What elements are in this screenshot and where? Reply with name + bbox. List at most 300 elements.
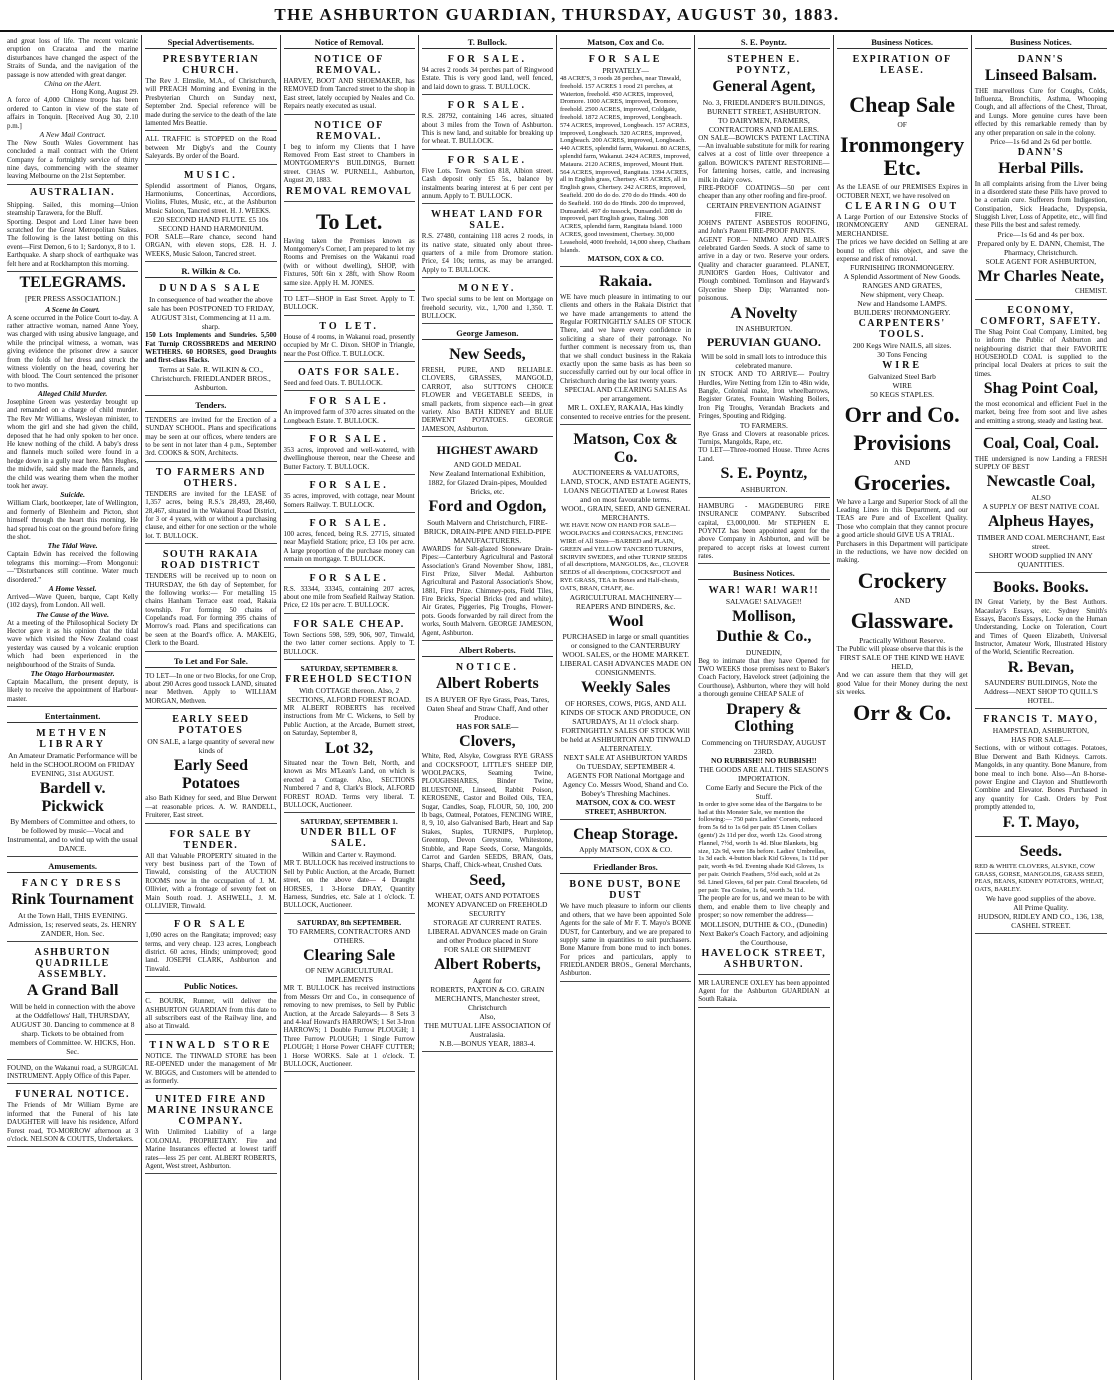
advert <box>422 51 553 95</box>
advert-text: HAMBURG - MAGDEBURG FIRE INSURANCE COMPANY. Subscribed capital, £3,000,000. Mr STEPHEN E. POYNTZ has been appointed agent for the above Company in Ashburton, and will be prepared to accept risks at lowest current rates. <box>698 501 830 561</box>
advert-headline: R. Bevan, <box>1007 658 1074 676</box>
news-heading: Alleged Child Murder. <box>37 389 108 399</box>
advert <box>698 582 829 974</box>
advert-headline: Mr Charles Neate, <box>977 267 1105 285</box>
news-item <box>7 303 138 708</box>
advert-title: SOUTH RAKAIA ROAD DISTRICT <box>160 549 261 572</box>
advert-headline: Duthie & Co., <box>716 628 812 646</box>
advert <box>7 1062 138 1085</box>
advert-headline: Bardell v. Pickwick <box>39 780 106 815</box>
advert-text: Practically Without Reserve. <box>859 636 946 645</box>
advert-headline: New Seeds, <box>449 346 526 364</box>
advert-text: MR ALBERT ROBERTS has received instructions from Mr C. Wickens, to Sell by Public Auction, at the Arcade, Burnett street, on Saturday, September 8, <box>283 703 415 738</box>
advert-text: An improved farm of 370 acres situated on the Longbeach Estate. T. BULLOCK. <box>283 408 415 425</box>
columns-container <box>4 35 1110 1380</box>
advert-title: FOR SALE. <box>309 572 389 584</box>
advert-text: IN ASHBURTON. <box>735 324 793 334</box>
advert-text: SHORT WOOD supplied IN ANY QUANTITIES. <box>988 550 1093 569</box>
section-header: R. Wilkin & Co. <box>145 264 276 278</box>
advert <box>145 280 276 396</box>
advert-title: WIRE <box>882 360 923 372</box>
news-text: Earthquake. A sharp shock of earthquake was felt here and at Rockhampton this morning. <box>7 251 139 268</box>
advert-date: SATURDAY, SEPTEMBER 1. <box>300 817 398 827</box>
advert-headline: Rink Tournament <box>11 891 134 909</box>
advert-text: Seed and feed Oats. T. BULLOCK. <box>283 378 383 387</box>
advert-headline: Glassware. <box>850 607 954 633</box>
advert-text: Wilkin and Carter v. Raymond. <box>302 850 397 860</box>
advert <box>560 427 691 820</box>
advert-title: WAR! WAR! WAR!! <box>708 585 820 597</box>
advert-date: SATURDAY, SEPTEMBER 8. <box>300 663 398 673</box>
advert-text: New Zealand International Exhibition, 1882, for Glazed Drain-pipes, Moulded Bricks, etc. <box>428 469 547 497</box>
section-header: Matson, Cox and Co. <box>560 35 691 49</box>
advert-headline: Albert Roberts <box>436 675 539 693</box>
advert-text: AGENT FOR— NIMMO AND BLAIR'S celebrated Garden Seeds. A stock of same to arrive in a day or two. Reserve your orders. Quality and character guaranteed. PLANET, JUNIOR'S Garden Hoes, Cultivator and Plough combined. Tomlinson and Hayward's Glycerine Sheep Dip; Warranted non-poisonous. <box>698 235 830 303</box>
advert-title: FUNERAL NOTICE. <box>15 1089 130 1101</box>
advert-text: TO LET—In one or two Blocks, for one Crop, about 290 Acres good tussock LAND, situated near Methven. Apply to WILLIAM MORGAN, Methven. <box>145 671 277 705</box>
section-header: Business Notices. <box>975 35 1107 49</box>
advert-text: R.S. 28792, containing 146 acres, situated about 3 miles from the Town of Ashburton. This is new land, and suitable for breaking up for wheat. T. BULLOCK. <box>421 112 553 146</box>
advert-text: 94 acres 2 roods 34 perches part of Ringwood Estate. This is very good land, well fenced, and laid down to grass. T. BULLOCK. <box>421 66 553 91</box>
news-date: Hong Kong, August 29. <box>71 87 139 96</box>
advert <box>422 659 553 1052</box>
section-title: AUSTRALIAN. <box>30 186 116 198</box>
news-text: Arrived—Wave Queen, barque, Capt Kelly (102 days), from London. All well. <box>7 592 139 610</box>
advert-title: FANCY DRESS <box>21 878 124 890</box>
advert-text: Will be sold in small lots to introduce this celebrated manure. <box>701 352 827 371</box>
advert <box>145 826 276 915</box>
advert <box>975 575 1107 710</box>
advert <box>145 916 276 977</box>
advert-text: House of 4 rooms, in Wakanui road, presently occupied by Mr C. Dixon. SHOP in Triangle, near the Post Office. T. BULLOCK. <box>283 332 415 358</box>
advert-text: Apply MATSON, COX & CO. <box>579 845 673 855</box>
advert-text: TIMBER AND COAL MERCHANT, East street. <box>976 532 1105 551</box>
advert-text: MR L. OXLEY, RAKAIA, Has kindly consented to receive entries for the present. <box>560 403 691 422</box>
advert-text: LIBERAL ADVANCES made on Grain and other Produce placed in Store <box>427 927 547 946</box>
advert <box>698 51 829 498</box>
advert-text: A SUPPLY OF BEST NATIVE COAL <box>982 501 1100 511</box>
advert-title: PERUVIAN GUANO. <box>706 335 821 350</box>
advert-title: ASHBURTON QUADRILLE ASSEMBLY. <box>34 946 111 980</box>
news-heading: Suicide. <box>60 490 86 500</box>
news-text: The New South Wales Government has concluded a mail contract with the Orient Company for a fortnightly service of thirty nine days, commencing with the steamer leaving Melbourne on the 21st September. <box>7 138 139 181</box>
advert-title: FOR SALE. <box>447 54 527 65</box>
advert-headline: Lot 32, <box>325 739 374 757</box>
advert-text: As the LEASE of our PREMISES Expires in OCTOBER NEXT, we have resolved on <box>836 183 968 200</box>
advert <box>975 431 1107 573</box>
advert <box>284 515 415 568</box>
advert-title: DUNDAS SALE <box>159 283 263 295</box>
advert <box>975 302 1107 429</box>
advert-title: FOR SALE BY TENDER. <box>169 828 253 851</box>
advert-text: ON SALE, a large quantity of several new kinds of <box>147 737 275 756</box>
advert-text: Sections, with or without cottages. Potatoes, Blue Derwent and Bath Kidneys. Carrots. Mangolds, in any quantity. Bone Manure, from bone meal to inch bone. Also—An 8-horse-power Engine and Clayton and Shuttleworth Combine and Elevator. Bones Purchased in any quantity for Cash. Orders by Post promptly attended to, <box>974 744 1107 812</box>
advert-headline: Groceries. <box>853 469 951 495</box>
advert-text: SOLE AGENT FOR ASHBURTON, <box>985 256 1097 266</box>
advert-text: MR LAURENCE OXLEY has been appointed Agent for the Ashburton GUARDIAN at South Rakaia. <box>698 978 830 1004</box>
advert-text: The Public will please observe that this is the <box>836 645 964 653</box>
advert-title: METHVEN LIBRARY <box>36 728 109 751</box>
advert-text: With Unlimited Liability of a large COLONIAL PROPRIETARY. Fire and Marine Insurances effected at lowest tariff rates—less 25 per cent. ALBERT ROBERTS, Agent, West street, Ashburton. <box>145 1128 277 1170</box>
advert-text: CHEMIST. <box>1075 287 1107 296</box>
advert <box>422 342 553 437</box>
advert-text: AUCTIONEERS & VALUATORS, LAND, STOCK, AND ESTATE AGENTS, LOANS NEGOTIATED at Lowest Rates and on most favourable terms. <box>560 468 691 505</box>
advert-headline: Orr and Co. <box>844 402 960 428</box>
advert-text: AGRICULTURAL MACHINERY—REAPERS AND BINDERS, &c. <box>569 592 682 611</box>
advert <box>560 51 691 267</box>
advert-text: At the Town Hall, THIS EVENING. Admission, 1s; reserved seats, 2s. HENRY ZANDER, Hon. Sec. <box>8 910 137 938</box>
section-header: Tenders. <box>145 398 276 412</box>
advert-title: FOR SALE. <box>309 480 389 492</box>
advert-headline: Early Seed Potatoes <box>173 757 248 792</box>
advert-text: IS A BUYER OF Rye Grass, Peas, Tares, Oaten Sheaf and Straw Chaff, And other Produce. <box>425 694 550 722</box>
advert-text: ALSO <box>1031 492 1051 502</box>
advert-text: An Amateur Dramatic Performance will be held in the SCHOOLROOM on FRIDAY EVENING, 31st AUGUST. <box>7 751 138 779</box>
advert-text: A Large Portion of our Extensive Stocks of IRONMONGERY AND GENERAL MERCHANDISE. <box>836 213 968 238</box>
advert-title: EXPIRATION OF LEASE. <box>852 54 952 76</box>
advert-text: Agent for <box>472 975 502 985</box>
advert-text: 50 KEGS STAPLES. <box>870 390 935 400</box>
advert-title: MONEY. <box>458 283 517 295</box>
press-credit: [PER PRESS ASSOCIATION.] <box>25 293 121 303</box>
advert-text: MOLLISON, DUTHIE & CO., (Dunedin) Next Baker's Coach Factory, and adjoining the Courthouse, <box>699 919 829 947</box>
advert-text: AND GOLD MEDAL <box>453 460 522 470</box>
column-5 <box>557 35 695 1380</box>
advert <box>284 204 415 291</box>
advert-headline: Albert Roberts, <box>434 956 541 974</box>
advert <box>422 97 553 150</box>
section-header: Business Notices. <box>837 35 968 49</box>
advert-text: JOHN'S PATENT ASBESTOS ROOFING, and John's Patent FIRE-PROOF PAINTS. <box>698 218 830 236</box>
advert-text: WOOL, GRAIN, SEED, AND GENERAL MERCHANTS. <box>561 504 691 523</box>
advert-text: 353 acres, improved and well-watered, with dwellinghouse thereon, near the Cheese and Butter Factory. T. BULLOCK. <box>283 446 415 471</box>
advert <box>698 977 829 1008</box>
column-7 <box>834 35 972 1380</box>
advert-text: 200 Kegs Wire NAILS, all sizes. <box>852 341 952 351</box>
news-text: Captain Macallum, the present deputy, is likely to receive the appointment of Harbour-master. <box>7 678 139 703</box>
advert-title: WHEAT LAND FOR SALE. <box>430 209 544 232</box>
advert-headline: F. T. Mayo, <box>1002 813 1080 831</box>
advert-headline: Wool <box>607 612 644 630</box>
advert-text: Rye Grass and Clovers at reasonable prices. Turnips, Mangolds, Rape, etc. <box>698 429 830 446</box>
section-header: Public Notices. <box>145 979 276 993</box>
advert-text: The Shag Point Coal Company, Limited, beg to inform the Public of Ashburton and neighbouring district that their FAVORITE HOUSEHOLD COAL is supplied to the principal local Dealers at prices to suit the times. <box>974 327 1107 378</box>
advert-headline: Crockery <box>857 567 947 593</box>
section-header: Special Advertisements. <box>145 35 276 49</box>
advert-text: ASHBURTON. <box>740 484 788 494</box>
advert-text: Price—1s 6d and 2s 6d per bottle. <box>989 136 1092 146</box>
advert-headline: Cheap Storage. <box>573 825 679 843</box>
news-text: and great loss of life. The recent volcanic eruption on Cracatoa and the marine disturbances have changed the aspect of the Straits of Sunda, and the navigation of the passage is now attended with great danger. <box>7 37 139 79</box>
advert-title: TO FARMERS AND OTHERS. <box>155 466 266 489</box>
advert-text: NO RUBBISH!! NO RUBBISH!! <box>711 755 817 765</box>
advert-text: The prices we have decided on Selling at are bound to effect this object, and save the expense and risk of removal. <box>836 238 968 264</box>
advert-headline: Seeds. <box>1019 843 1062 861</box>
advert <box>7 875 138 942</box>
advert-title: TINWALD STORE <box>149 1039 273 1051</box>
spacer <box>837 77 968 89</box>
advert-title: PRESBYTERIAN CHURCH. <box>162 54 260 76</box>
advert-text: TENDERS are invited for the Erection of a SUNDAY SCHOOL. Plans and specifications may be seen at our offices, where tenders are to be sent in not later than 4 p.m., September 3rd. COOKS & SON, Architects. <box>145 415 277 458</box>
advert-text: THE GOODS ARE ALL THIS SEASON'S IMPORTATION. <box>699 764 829 783</box>
advert-headline: Orr & Co. <box>853 699 952 725</box>
advert-text: WE have much pleasure in intimating to our clients and others in the Rakaia District that we have made arrangements to attend the Regular FORTNIGHTLY SALES OF STOCK There, and we have every confidence in soliciting a share of their patronage. No further comment is necessary from us, than that we shall conduct business in the Rakaia exactly upon the same basis as has been so successfully carried out by our local office in Christchurch during the last twenty years. <box>560 292 692 385</box>
advert <box>284 51 415 115</box>
price-list: In order to give some idea of the Bargains to be had at this Monster Sale, we mention the following:— 750 pairs Ladies' Corsets, reduced from 5s 6d to 1s 6d per pair. 85 Linen Collars (gents') 2s 11d per doz, worth 12s. Good strong Flannel, 7½d, worth 1s 4d. Blue Blankets, big size, 12s 9d, were 18s before. Ladies' Umbrellas, 1s 3d each. 4-button black Kid Gloves, 1s 11d per pair, worth 4s 9d. Evening shade Kid Gloves, 1s per pair. Ostrich Feathers, 5½d each, sold at 2s 9d. Lined Gloves, 6d per pair. Coral Bracelets, 6d per pair. Tea Cosies, 1s 6d, worth 3s 11d. <box>698 800 829 894</box>
advert-title: FOR SALE <box>174 919 248 931</box>
advert <box>145 711 276 823</box>
advert-text: The people are for us, and we mean to be with them, and enable them to live cheaply and prosper; so now remember the address— <box>698 894 830 920</box>
column-3 <box>281 35 419 1380</box>
news-heading: A New Mail Contract. <box>39 129 106 139</box>
advert-text: C. BOURK, Runner, will deliver the ASHBURTON GUARDIAN from this date to all subscribers east of the Railway line, and also at Tinwald. <box>145 997 277 1031</box>
advert-signature: MATSON, COX & CO. <box>587 254 664 264</box>
advert-text: FRESH, PURE, AND RELIABLE. CLOVERS, GRASSES, MANGOLD, CARROT, also SUTTON'S CHOICE FLOWER and VEGETABLE SEEDS, in small packets, from sixpence each—in great variety. Also BATH KIDNEY and BLUE DERWENT POTATOES. GEORGE JAMESON, Ashburton. <box>421 366 553 433</box>
advert-text: ALL TRAFFIC is STOPPED on the Road between Mr Digby's and the County Saleyards. By order of the Board. <box>145 135 277 161</box>
advert-text: 30 Tons Fencing <box>877 350 927 360</box>
advert <box>284 477 415 513</box>
advert-headline: Clearing Sale <box>303 946 396 964</box>
advert-title: TO LET. <box>319 320 379 332</box>
advert-text: R.S. 33344, 33345, containing 207 acres, about one mile from Seafield Railway Station. Price, £2 10s per acre. T. BULLOCK. <box>283 584 415 610</box>
advert-text: Five Lots. Town Section 818, Albion street. Cash deposit only £5 5s., balance by instalments bearing interest at 6 per cent per annum. Apply to T. BULLOCK. <box>421 166 553 200</box>
advert <box>837 51 968 731</box>
advert <box>698 500 829 565</box>
advert-text: STORAGE AT CURRENT RATES. <box>433 918 542 928</box>
section-header: To Let and For Sale. <box>145 654 276 668</box>
advert-text: Prepared only by E. DANN, Chemist, The Pharmacy, Christchurch. <box>977 238 1105 257</box>
advert-text: MR T. BULLOCK has received instructions from Messrs Orr and Co., in consequence of removing to new premises, to Sell by Public Auction, at the Arcade Saleyards— 8 Sets 3 and 4-leaf Howard's HARROWS; 1 Set 3-Iron HARROWS; 1 Double Furrow PLOUGH; 1 Three Furrow PLOUGH; 1 Single Furrow PLOUGH; 1 Horse Power CHAFF CUTTER; 1 Horse WORKS. Sale at 1 o'clock. T. BULLOCK, Auctioneer. <box>283 984 415 1068</box>
advert-text: DUNEDIN, <box>745 647 782 657</box>
advert-text: TENDERS will be received up to noon on THURSDAY, the 6th day of September, for the following works:— For metalling 15 chains Hanham Terrace east road, Rakaia township. For forming 50 chains of Copeland's road. For forming 395 chains of Morrow's road. Plans and specifications can be seen at the Board's office. A. MAKEIG, Clerk to the Board. <box>145 572 277 648</box>
advert-text: New shipment, very Cheap. <box>860 290 944 300</box>
advert <box>284 916 415 1073</box>
advert-text: Come Early and Secure the Pick of the Stuff. <box>705 782 823 801</box>
advert-headline: To Let. <box>315 208 383 234</box>
advert-headline: Books. Books. <box>993 578 1089 596</box>
advert-title: FREEHOLD SECTION <box>285 673 413 685</box>
advert <box>975 839 1107 934</box>
section-header: Notice of Removal. <box>284 35 415 49</box>
advert-text: HAS FOR SALE— <box>456 721 519 731</box>
advert-title: FOR SALE. <box>309 434 389 446</box>
advert-text: MR T. BULLOCK has received instructions to Sell by Public Auction, at the Arcade, Burnett street, on the above date— 4 Draught HORSES, 1 3-Horse DRAY, Quantity Harness, Sundries, etc. Sale at 1 o'clock. T. BULLOCK, Auctioneer. <box>283 859 415 910</box>
news-heading: China on the Alert. <box>43 78 102 88</box>
advert-headline: Provisions <box>853 429 951 455</box>
advert-text: AND <box>894 457 911 467</box>
advert-headline: General Agent, <box>712 78 816 95</box>
advert <box>145 167 276 263</box>
advert-text: IN Great Variety, by the Best Authors. Macaulay's Essays, etc. Sydney Smith's Essays, Bacon's Essays, Locke on the Human Understanding, Locke on Toleration, Court and Times of Queen Elizabeth, Universal Instructor, Amateur Work, Illustrated History of the World, Scientific Recreation. <box>974 598 1107 657</box>
advert-text: We have good supplies of the above. <box>985 893 1096 903</box>
advert-text: THE marvellous Cure for Coughs, Colds, Influenza, Bronchitis, Asthma, Whooping Cough, and all affections of the Chest, Throat, and Lungs. More genuine cures have been effected by this remarkable remedy than by any other preparation on sale in the colony. <box>974 86 1107 137</box>
advert <box>422 152 553 205</box>
advert-headline: Seed, <box>469 871 506 889</box>
advert-title: FOR SALE. <box>309 396 389 408</box>
advert-headline: Matson, Cox & Co. <box>573 431 678 466</box>
advert-text: TO LET—SHOP in East Street. Apply to T. BULLOCK. <box>283 294 415 312</box>
advert <box>145 51 276 131</box>
advert-text: Splendid assortment of Pianos, Organs, Harmoniums, Concertinas, Accordions, Violins, Flutes, Music, etc., at the Ashburton Music Saloon, Tancred street. H. J. WEEKS. <box>145 181 277 215</box>
advert-title: NOTICE OF REMOVAL. <box>314 119 384 142</box>
advert <box>284 662 415 814</box>
property-list: 48 ACRE'S, 3 roods 28 perches, near Tinwald, freehold. 157 ACRES 1 rood 21 perches, at Waterton, freehold. 450 ACRES, improved, Dromore. 1000 ACRES, improved, Dromore, freehold. 2500 ACRES, improved, Coldgate, freehold. 1872 ACRES, improved, Longbeach. 574 ACRES, improved, Longbeach. 157 ACRES, improved, Longbeach. 320 ACRES, improved, Longbeach. 200 ACRES, improved, Longbeach. 440 ACRES, splendid farm, Wakanui. 80 ACRES, splendid farm, Wakanui. 2424 ACRES, improved, Mataura. 2120 ACRES, improved, Mount Hutt. 564 ACRES, improved, Rangitata. 1394 ACRES, all in English grass, Chertsey. 415 ACRES, all in English grass, Chertsey. 242 ACRES, improved, Seafield. 200 do do do. 270 do do Hinds. 400 do do Seafield. 160 do do Hinds. 200 do improved, Dunsandel. 497 do tussock, Dunsandel. 208 do improved, part English grass, Ealing. 308 ACRES, splendid farm, Rangitata Island. 1000 ACRES, good investment, Chertsey. 30,000 Leasehold, 4000 freehold, 14,000 sheep, Chatham Islands. <box>560 75 691 254</box>
advert-headline: Alpheus Hayes, <box>987 512 1094 530</box>
advert-text: ROBERTS, PAXTON & CO. GRAIN MERCHANTS, Manchester street, Christchurch <box>430 984 545 1012</box>
advert-text: SPECIAL AND CLEARING SALES As per arrangement. <box>564 385 687 404</box>
advert-text: Will be held in connection with the above at the Oddfellows' Hall, THURSDAY, AUGUST 30. Dancing to commence at 8 sharp. Tickets to be obtained from members of Committee. W. HICKS, Hon. Sec. <box>9 1001 136 1056</box>
news-text: Captain Edwin has received the following telegrams this morning:—From Mongonui:—"Disturbances still continue. Water much disordered." <box>7 550 139 584</box>
advert-text: FIRST SALE OF THE KIND WE HAVE HELD, <box>839 653 965 672</box>
masthead: THE ASHBURTON GUARDIAN, THURSDAY, AUGUST 30, 1883. <box>0 0 1114 32</box>
advert <box>7 725 138 857</box>
advert-text: TO FARMERS, CONTRACTORS AND OTHERS. <box>287 926 411 945</box>
advert-text: Galvanized Steel Barb <box>868 372 936 382</box>
advert-text: BUILDERS' IRONMONGERY. <box>853 308 951 318</box>
advert-text: New and Handsome LAMPS. <box>857 299 947 309</box>
seed-list: RED & WHITE CLOVERS, ALSYKE, COW GRASS, GORSE, MANGOLDS, GRASS SEED, PEAS, BEANS, KIDNEY POTATOES, WHEAT, OATS, BARLEY. <box>974 862 1105 894</box>
news-text: A force of 4,000 Chinese troops has been ordered to Canton in view of the state of affairs in Tonquin. [Received Aug 30, 2.10 p.m.] <box>7 96 139 130</box>
advert-headline: Cheap Sale <box>849 92 955 117</box>
advert-text: CERTAIN PREVENTION AGAINST FIRE. <box>706 200 822 219</box>
advert-text: R.S. 27480, containing 118 acres 2 roods, in its native state, situated only about three-quarters of a mile from Dromore station. Price, £4 10s; terms, as may be arranged. Apply to T. BULLOCK. <box>421 232 553 274</box>
column-6 <box>695 35 833 1380</box>
advert-text: the most economical and efficient Fuel in the market, being free from soot and live ashes and emitting a strong, steady and lasting heat. <box>974 399 1107 425</box>
advert-title: MUSIC. <box>183 169 238 181</box>
advert-date: SATURDAY, 8th SEPTEMBER. <box>297 917 402 927</box>
advert-text: LIBERAL CASH ADVANCES MADE ON CONSIGNMENTS. <box>560 659 692 678</box>
advert <box>560 269 691 425</box>
advert-text: HUDSON, RIDLEY AND CO., 136, 138, CASHEL STREET. <box>977 911 1104 930</box>
advert <box>145 464 276 544</box>
advert <box>284 431 415 475</box>
advert-text: 150 Lots Implements and Sundries. 5,500 Fat Turnip CROSSBREDS and MERINO WETHERS. 60 HORSES, good Draughts and first-class Hacks. <box>145 331 277 365</box>
advert-text: A Splendid Assortment of New Goods. <box>843 272 961 282</box>
advert-title: NOTICE OF REMOVAL. <box>314 54 384 76</box>
advert <box>560 822 691 859</box>
section-header: Entertainment. <box>7 709 138 723</box>
advert-text: Also, <box>479 1011 496 1021</box>
advert-title: FOR SALE. <box>447 100 527 112</box>
advert-text: AGENTS FOR National Mortgage and Agency Co. Messrs Wood, Shand and Co. Bobey's Threshing Machines. <box>562 770 689 798</box>
advert-text: White, Red, Alsyke, Cowgrass RYE GRASS and COCKSFOOT, LITTLE'S SHEEP DIP, WOOLPACKS, Seaming Twine, PLOUGHSHARES, Binder Twine, BLUESTONE, Linseed, Rabbit Poison, KEROSENE, Castor and Boiled Oils, TEA, Sugar, Candles, Soap, FLOUR, 50, 100, 200 lb bags, Oatmeal, Potatoes, FENCING WIRE, 8, 9, 10, also Galvanised Barb, Heart and Sap Stakes, Staples, TURNIPS, Purpletop, Greentop, Devon Greystone, Whitestone, Stubble, and Rape Seeds, Corse, Mangolds, Carrot and Garden SEEDS, BRAN, Oats, Sharps, Chaff, Chick-wheat, Crushed Oats. <box>421 752 553 870</box>
advert-title: HIGHEST AWARD <box>436 443 539 458</box>
advert-text: All Prime Quality. <box>1013 902 1069 912</box>
column-4 <box>419 35 557 1380</box>
section-header: Business Notices. <box>698 566 829 580</box>
advert-title: HAVELOCK STREET, ASHBURTON. <box>701 947 827 970</box>
advert-headline: Herbal Pills. <box>998 159 1084 177</box>
advert-text: MONEY ADVANCED on FREEHOLD SECURITY <box>427 900 548 919</box>
advert-text: TO LET—Three-roomed House. Three Acres Land. <box>698 446 830 463</box>
advert-text: HAMPSTEAD, ASHBURTON, <box>992 726 1090 736</box>
news-text: At a meeting of the Philosophical Society Dr Hector gave it as his opinion that the tidal wave which visited the New Zealand coast yesterday was caused by a volcanic eruption which had been experienced in the neighbourhood of the Straits of Sunda. <box>7 618 139 669</box>
advert-title: FOR SALE. <box>309 518 389 530</box>
advert-title: UNDER BILL OF SALE. <box>300 827 398 850</box>
advert-text: Commencing on THURSDAY, AUGUST 23RD. <box>701 737 827 756</box>
advert-text: WHEAT, OATS AND POTATOES <box>435 891 540 901</box>
advert-headline: Drapery & Clothing <box>726 700 802 736</box>
advert-text: Terms at Sale. R. WILKIN & CO., Christchurch. FRIEDLANDER BROS., Ashburton. <box>150 364 271 392</box>
advert <box>284 393 415 429</box>
advert-title: CLEARING OUT <box>845 201 960 213</box>
advert-text: £20 SECOND HAND FLUTE. £5 10s SECOND HAND HARMONIUM. <box>153 215 269 234</box>
column-2 <box>142 35 280 1380</box>
advert-text: In all complaints arising from the Liver being in a disordered state these Pills have proved to be a certain cure. Sufferers from Indigestion, Constipation, Sick Headache, Dyspepsia, Sluggish Liver, Loss of Appetite, etc., will find these Pills the best and safest remedy. <box>974 179 1107 230</box>
advert-text: SAUNDERS' BUILDINGS, Note the Address—NEXT SHOP TO QUILL'S HOTEL. <box>983 678 1098 706</box>
advert-headline: Clovers, <box>459 732 516 750</box>
advert-title: CARPENTERS' TOOLS. <box>858 318 946 341</box>
advert-text: Beg to intimate that they have Opened for TWO WEEKS those premises next to Baker's Coach Factory, Havelock street (adjoining the Courthouse), Ashburton, where they will hold a thorough genuine CHEAP SALE of <box>698 656 830 699</box>
column-1 <box>4 35 142 1380</box>
advert <box>422 206 553 278</box>
advert <box>422 439 553 641</box>
advert-text: IN STOCK AND TO ARRIVE— Poultry Hurdles, Wire Netting from 12in to 48in wide, Bangle, Colonial make, Iron wheelbarrows, Register Grates, Fountain Washing Boilers, Iron Pig Troughs, Verandah Brackets and Fringes, Spouting and Ridging. <box>698 370 830 421</box>
advert-text: Having taken the Premises known as Montgomery's Corner, I am prepared to let my Rooms and Premises on the Wakanui road (with or without dwelling), SHOP, with Fixtures, 50ft 6in x 28ft, with Show Room same size. Apply H. M. JONES. <box>283 236 415 287</box>
advert-text: PRIVATELY— <box>602 66 649 75</box>
news-heading: The Cause of the Wave. <box>36 609 110 619</box>
advert <box>975 51 1107 300</box>
advert-text: Price—1s 6d and 4s per box. <box>997 229 1085 239</box>
advert-text: All that Valuable PROPERTY situated in the very best business part of the Town of Tinwald, consisting of the AUCTION ROOMS now in the occupation of J. M. Ollivier, with a frontage of seventy feet on Main South road. J. ASHWELL, J. M. OLLIVIER, Tinwald. <box>145 851 277 910</box>
advert-text: HAS FOR SALE— <box>1011 735 1071 745</box>
advert-text: ON SALE—BOWICK'S PATENT LACTINA—An invaluable substitute for milk for rearing calves at a cost of little over threepence a gallon. BOWICK'S PATENT RESTORINE—For fattening horses, cattle, and increasing milk in dairy cows. <box>698 133 830 184</box>
advert-headline: Mollison, <box>732 608 796 626</box>
advert <box>145 1037 276 1090</box>
advert-text: OF <box>897 120 907 130</box>
advert <box>145 1091 276 1174</box>
advert-title: REMOVAL REMOVAL <box>285 185 413 197</box>
advert-text: FURNISHING IRONMONGERY. <box>850 263 955 273</box>
advert-title: FOR SALE. <box>447 154 527 166</box>
advert-text: FORTNIGHTLY SALES OF STOCK Will be held at ASHBURTON AND TINWALD ALTERNATELY. <box>560 725 691 753</box>
advert-text: And we can assure them that they will get good Value for their Money during the next six weeks. <box>836 671 968 697</box>
news-heading: The Otago Harbourmaster. <box>30 669 115 679</box>
advert-headline: Rakaia. <box>599 273 653 291</box>
advert-text: HARVEY, BOOT AND SHOEMAKER, has REMOVED from Tancred street to the shop in East street, lately occupied by Neales and Co. Repairs neatly executed as usual. <box>283 77 415 111</box>
advert-text: FOR SALE—Rare chance, second hand ORGAN, with eleven stops, £28. H. J. WEEKS, Music Saloon, Tancred street. <box>145 233 277 258</box>
section-header: T. Bullock. <box>422 35 553 49</box>
advert <box>145 414 276 462</box>
advert-text: TENDERS are invited for the LEASE of 1,357 acres, being R.S.'s 28,493, 28,460, 28,467, situated in the Wakanui Road District, for 3 or 4 years, with or without a purchasing clause, and either for one section or the whole lot. T. BULLOCK. <box>145 489 277 540</box>
advert <box>422 280 553 324</box>
advert-headline: A Novelty <box>730 304 798 322</box>
advert <box>560 876 691 982</box>
news-item <box>7 199 138 272</box>
news-heading: A Scene in Court. <box>45 304 100 314</box>
advert-headline: Ironmongery Etc. <box>839 132 965 181</box>
news-item <box>7 35 138 185</box>
advert-text: Purchasers in this Department will participate in the reductions, we have now decided on making. <box>836 539 968 565</box>
advert-headline: Linseed Balsam. <box>984 67 1097 84</box>
advert-text: With COTTAGE thereon. Also, 2 SECTIONS, ALFORD FOREST ROAD. <box>287 685 412 704</box>
advert-text: We have a Large and Superior Stock of all the Leading Lines in this Department, and our TEAS are Pure and of Excellent Quality. Those who complain that they cannot procure a good article should GIVE US A TRIAL. <box>836 497 968 540</box>
advert-title: DANN'S <box>1017 146 1064 158</box>
advert-text: No. 3, FRIEDLANDER'S BUILDINGS, BURNETT STREET, ASHBURTON. <box>702 97 825 116</box>
advert-text: FOR SALE OR SHIPMENT <box>443 945 531 955</box>
advert-text: In consequence of bad weather the above sale has been POSTPONED TO FRIDAY, AUGUST 31st, Commencing at 11 a.m. sharp. <box>147 295 275 332</box>
news-text: Shipping. Sailed, this morning—Union steamship Tarawera, for the Bluff. <box>7 200 139 218</box>
advert-text: THE MUTUAL LIFE ASSOCIATION Of Australasia. <box>424 1020 551 1039</box>
advert-title: EARLY SEED POTATOES <box>172 714 250 737</box>
advert-title: ECONOMY, COMFORT, SAFETY. <box>980 304 1102 327</box>
news-text: Sporting. Despot and Lord Liner have been scratched for the Great Metropolitan Stakes. The following is the latest betting on this event—First Demon, 6 to 1; Sardonyx, 8 to 1. <box>7 217 139 251</box>
advert-text: NEXT SALE AT ASHBURTON YARDS On TUESDAY, SEPTEMBER 4. <box>563 752 688 771</box>
advert-text: PURCHASED in large or small quantities or consigned to the CANTERBURY WOOL SALES, or the HOME MARKET. <box>562 632 690 660</box>
advert-text: By Members of Committee and others, to be followed by music—Vocal and Instrumental, and to wind up with the usual DANCE. <box>7 817 138 854</box>
advert-text: OF NEW AGRICULTURAL IMPLEMENTS <box>305 966 393 985</box>
advert-title: NOTICE. <box>455 662 519 674</box>
